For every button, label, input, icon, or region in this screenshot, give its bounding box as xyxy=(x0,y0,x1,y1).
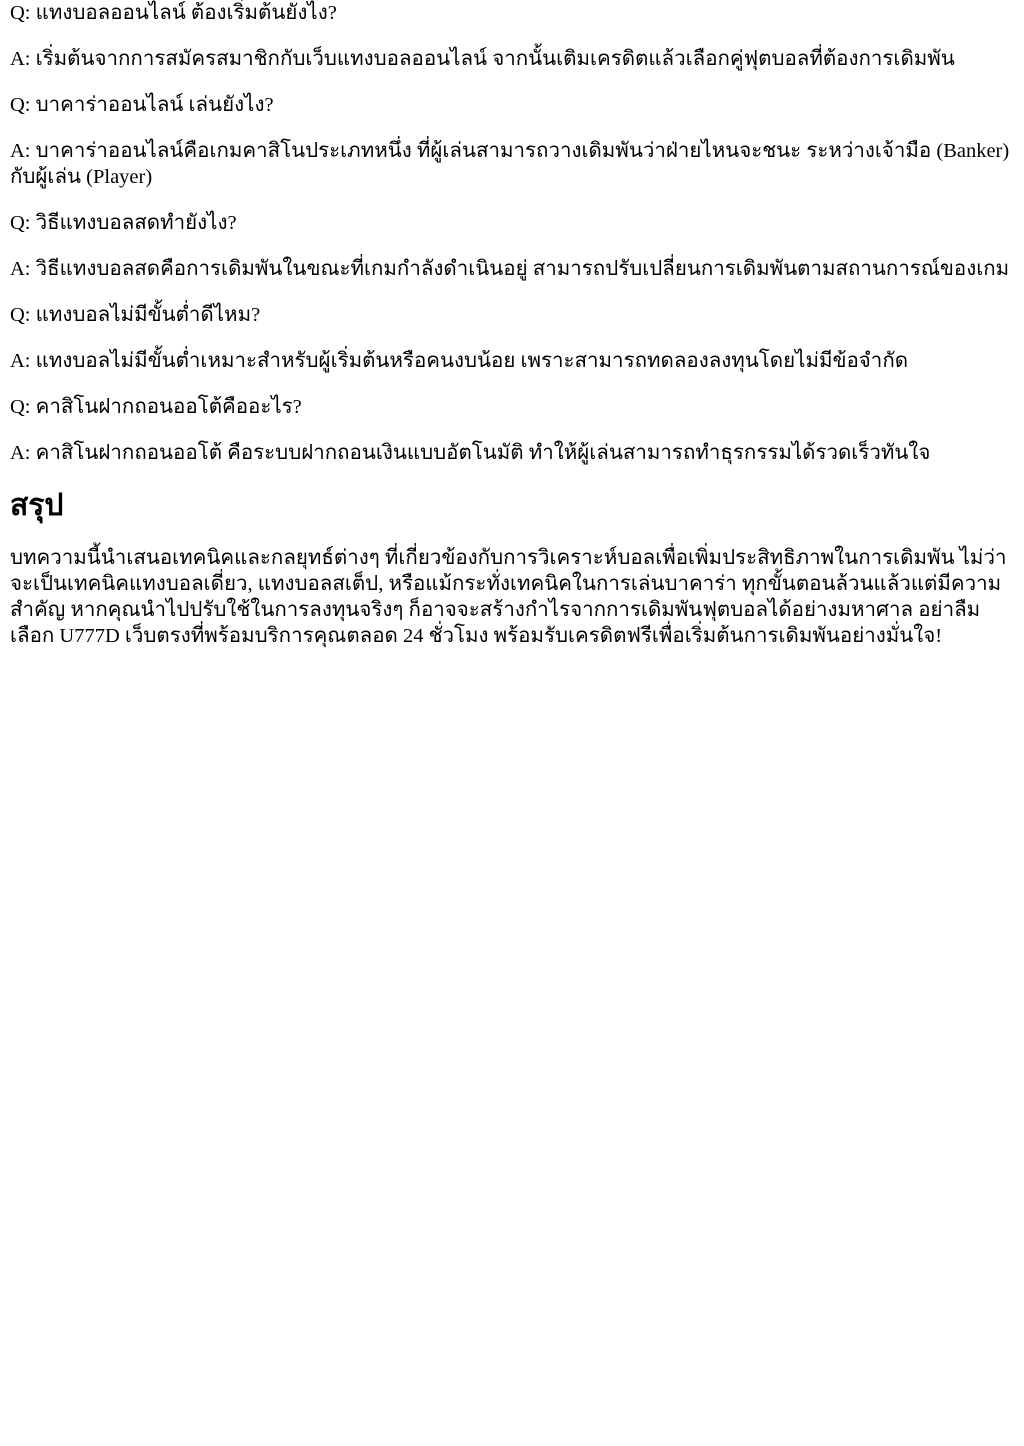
faq-question: Q: แทงบอลไม่มีขั้นต่ำดีไหม? xyxy=(10,304,261,326)
faq-answer: A: แทงบอลไม่มีขั้นต่ำเหมาะสำหรับผู้เริ่มต้นหรือคนงบน้อย เพราะสามารถทดลองลงทุนโดยไม่มีข้อจำกัด xyxy=(10,350,909,372)
summary-heading: สรุป xyxy=(10,489,64,522)
faq-section xyxy=(10,0,1014,466)
faq-question: Q: แทงบอลออนไลน์ ต้องเริ่มต้นยังไง? xyxy=(10,2,337,24)
summary-paragraph: บทความนี้นำเสนอเทคนิคและกลยุทธ์ต่างๆ ที่เกี่ยวข้องกับการวิเคราะห์บอลเพื่อเพิ่มประสิทธิภาพในการเดิมพัน ไม่ว่าจะเป็นเทคนิคแทงบอลเดี่ยว, แทงบอลสเต็ป, หรือแม้กระทั่งเทคนิคในการเล่นบาคาร่า ทุกขั้นตอนล้วนแล้วแต่มีความสำคัญ หากคุณนำไปปรับใช้ในการลงทุนจริงๆ ก็อาจจะสร้างกำไรจากการเดิมพันฟุตบอลได้อย่างมหาศาล อย่าลืมเลือก U777D เว็บตรงที่พร้อมบริการคุณตลอด 24 ชั่วโมง พร้อมรับเครดิตฟรีเพื่อเริ่มต้นการเดิมพันอย่างมั่นใจ! xyxy=(10,547,1007,647)
faq-answer: A: บาคาร่าออนไลน์คือเกมคาสิโนประเภทหนึ่ง ที่ผู้เล่นสามารถวางเดิมพันว่าฝ่ายไหนจะชนะ ระหว่างเจ้ามือ (Banker) กับผู้เล่น (Player) xyxy=(10,140,1010,188)
article-page xyxy=(0,0,1024,649)
faq-answer: A: คาสิโนฝากถอนออโต้ คือระบบฝากถอนเงินแบบอัตโนมัติ ทำให้ผู้เล่นสามารถทำธุรกรรมได้รวดเร็วทันใจ xyxy=(10,442,931,464)
faq-answer: A: วิธีแทงบอลสดคือการเดิมพันในขณะที่เกมกำลังดำเนินอยู่ สามารถปรับเปลี่ยนการเดิมพันตามสถานการณ์ของเกม xyxy=(10,258,1010,280)
faq-answer: A: เริ่มต้นจากการสมัครสมาชิกกับเว็บแทงบอลออนไลน์ จากนั้นเติมเครดิตแล้วเลือกคู่ฟุตบอลที่ต้องการเดิมพัน xyxy=(10,48,955,70)
faq-question: Q: คาสิโนฝากถอนออโต้คืออะไร? xyxy=(10,396,302,418)
faq-question: Q: บาคาร่าออนไลน์ เล่นยังไง? xyxy=(10,94,274,116)
faq-question: Q: วิธีแทงบอลสดทำยังไง? xyxy=(10,212,237,234)
